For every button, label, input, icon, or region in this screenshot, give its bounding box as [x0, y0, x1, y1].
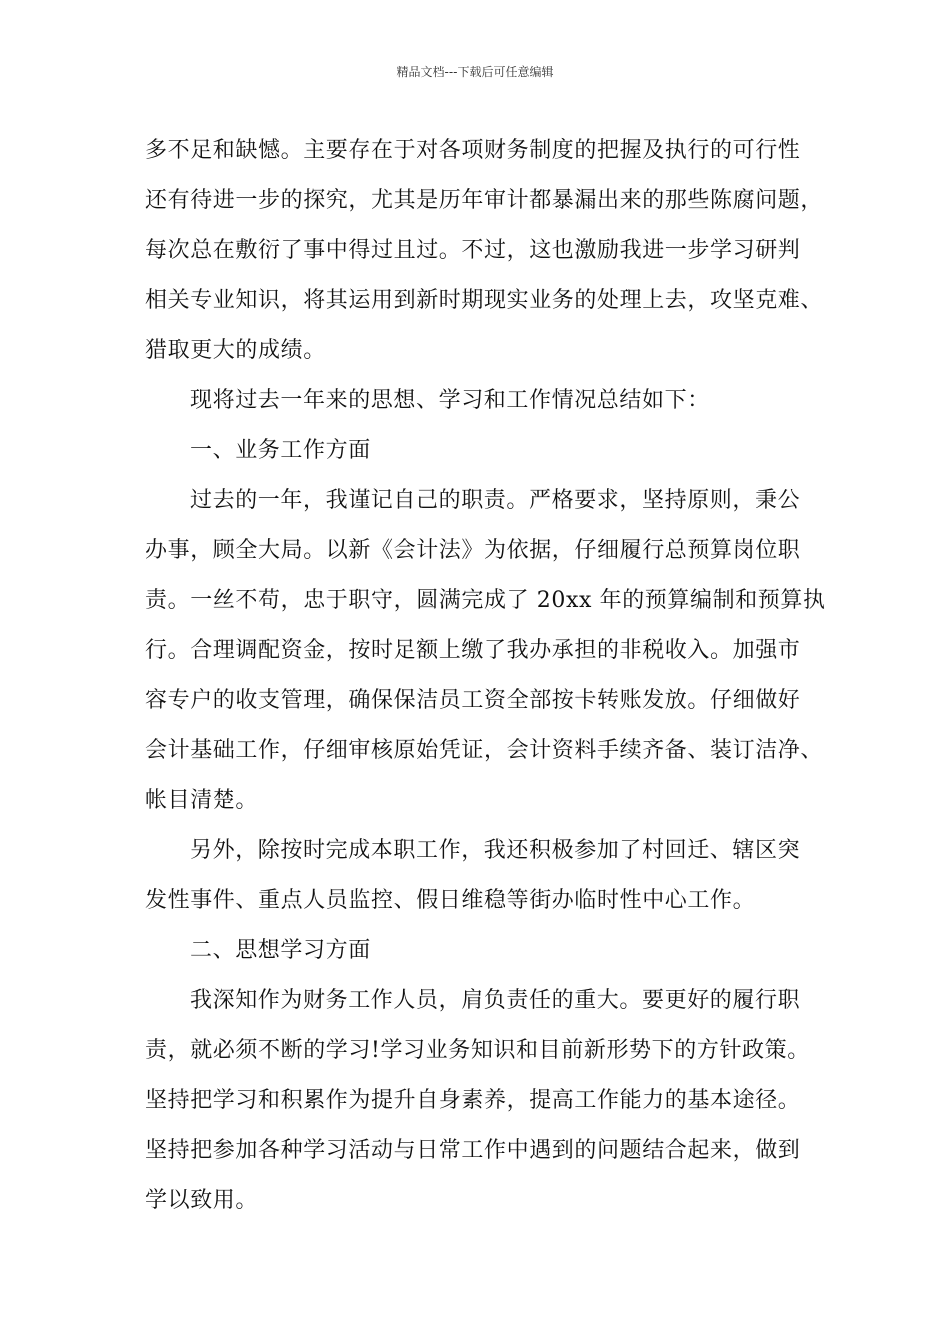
text-line: 过去的一年，我谨记自己的职责。严格要求，坚持原则，秉公 [190, 488, 801, 513]
text-line: 办事，顾全大局。以新《会计法》为依据，仔细履行总预算岗位职 [145, 538, 801, 563]
text-line: 学以致用。 [145, 1188, 259, 1213]
text-line: 行。合理调配资金，按时足额上缴了我办承担的非税收入。加强市 [145, 638, 801, 663]
text-line: 另外，除按时完成本职工作，我还积极参加了村回迁、辖区突 [190, 838, 801, 863]
text-line: 现将过去一年来的思想、学习和工作情况总结如下： [190, 388, 710, 413]
text-line: 会计基础工作，仔细审核原始凭证，会计资料手续齐备、装订洁净、 [145, 738, 824, 763]
page-header: 精品文档---下载后可任意编辑 [396, 65, 554, 79]
text-line: 责，就必须不断的学习!学习业务知识和目前新形势下的方针政策。 [145, 1038, 810, 1063]
text-line: 坚持把参加各种学习活动与日常工作中遇到的问题结合起来，做到 [145, 1138, 801, 1163]
text-line: 多不足和缺憾。主要存在于对各项财务制度的把握及执行的可行性 [145, 138, 801, 163]
section-heading: 二、思想学习方面 [190, 938, 371, 963]
text-line: 容专户的收支管理，确保保洁员工资全部按卡转账发放。仔细做好 [145, 688, 801, 713]
text-line: 每次总在敷衍了事中得过且过。不过，这也激励我进一步学习研判 [145, 238, 801, 263]
text-line: 责。一丝不苟，忠于职守，圆满完成了 20xx 年的预算编制和预算执 [145, 588, 826, 613]
text-line: 我深知作为财务工作人员，肩负责任的重大。要更好的履行职 [190, 988, 801, 1013]
text-line: 发性事件、重点人员监控、假日维稳等街办临时性中心工作。 [145, 888, 756, 913]
text-line: 猎取更大的成绩。 [145, 338, 326, 363]
text-line: 坚持把学习和积累作为提升自身素养，提高工作能力的基本途径。 [145, 1088, 801, 1113]
text-line: 帐目清楚。 [145, 788, 259, 813]
text-line: 相关专业知识，将其运用到新时期现实业务的处理上去，攻坚克难、 [145, 288, 824, 313]
section-heading: 一、业务工作方面 [190, 438, 371, 463]
text-line: 还有待进一步的探究，尤其是历年审计都暴漏出来的那些陈腐问题， [145, 188, 824, 213]
document-body [145, 126, 825, 1226]
